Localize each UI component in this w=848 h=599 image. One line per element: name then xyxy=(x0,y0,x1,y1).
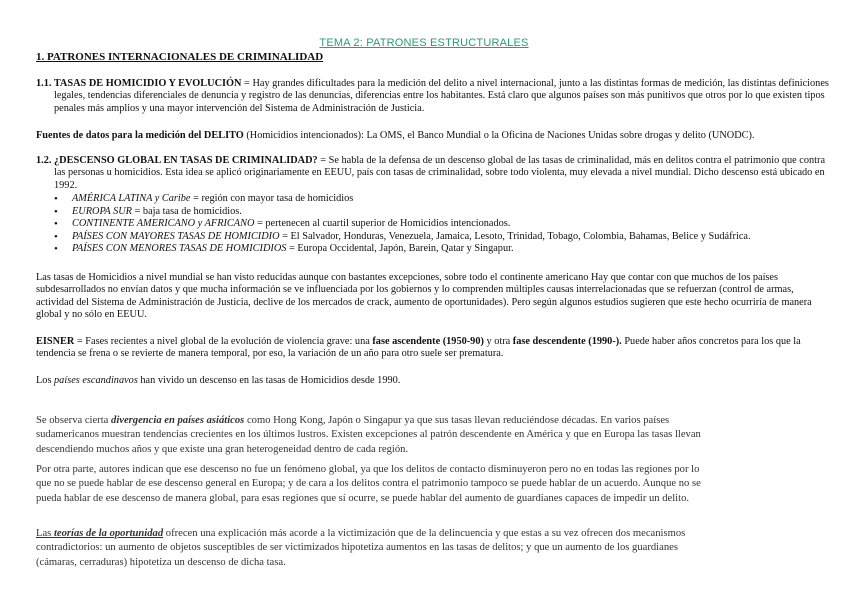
paragraph-1-1-text: = Hay grandes dificultades para la medición del delito a nivel internacional, junto a las distintas formas de medición, las distintas definiciones legales, tendencias diferenciales de denuncia y registro de las denuncias, diferencias entre los habitantes. Está claro que algunos países son más punitivos que otros por lo que existen tipos penales más amplios y una mayor intervención del Sistema de Administración de Justicia. xyxy=(54,78,829,114)
oportunidad-term: teorías de la oportunidad xyxy=(53,527,164,539)
escandinavos-term: países escandinavos xyxy=(54,375,138,386)
fuentes-text: (Homicidios intencionados): La OMS, el Banco Mundial o la Oficina de Naciones Unidas sobre drogas y delito (UNODC). xyxy=(243,130,755,141)
bullet-text: = baja tasa de homicidios. xyxy=(131,205,242,217)
heading-1-1: 1.1. TASAS DE HOMICIDIO Y EVOLUCIÓN xyxy=(36,78,242,89)
bullet-text: = El Salvador, Honduras, Venezuela, Jamaica, Lesoto, Trinidad, Tobago, Colombia, Bahamas, Belice y Sudáfrica. xyxy=(279,230,751,242)
escandinavos-pre: Los xyxy=(36,375,55,386)
paragraph-oportunidad xyxy=(36,527,706,571)
bullet-term: CONTINENTE AMERICANO y AFRICANO xyxy=(72,218,255,230)
asiaticos-term: divergencia en países asiáticos xyxy=(111,414,245,426)
eisner-ascending: fase ascendente (1950-90) xyxy=(372,336,484,347)
bullet-term: AMÉRICA LATINA y Caribe xyxy=(72,193,191,204)
paragraph-1-2-text: = Se habla de la defensa de un descenso global de las tasas de criminalidad, más en delitos contra el patrimonio que contra las personas u homicidios. Esta idea se aplicó originariamente en EEUU, país con tasas de criminalidad, sobre todo violenta, muy elevada a nivel mundial. Dicho descenso está ubicado en 1992. xyxy=(54,155,826,191)
eisner-descending: fase descendente (1990-). xyxy=(512,336,622,347)
paragraph-otra-parte: Por otra parte, autores indican que ese descenso no fue un fenómeno global, ya que los delitos de contacto disminuyeron pero no en todas las regiones por lo que no se puede hablar de ese descenso general en Europa; y de cara a los delitos contra el patrimonio tampoco se puede hablar de un acuerdo. Aunque no se pueda hablar de ese descenso de manera global, para esas regiones que sí ocurre, se puede hablar del aumento de guardianes capaces de impedir un delito. xyxy=(36,463,701,504)
eisner-text-3: Puede haber años concretos para los que la tendencia se frena o se revierte de manera temporal, por eso, la variación de un año para otro suele ser prematura. xyxy=(36,336,801,360)
bullet-text: = pertenecen al cuartil superior de Homicidios intencionados. xyxy=(254,218,511,230)
bullet-term: PAÍSES CON MAYORES TASAS DE HOMICIDIO xyxy=(72,230,280,242)
bullet-text: = región con mayor tasa de homicidios xyxy=(190,193,354,204)
bullet-term: PAÍSES CON MENORES TASAS DE HOMICIDIOS xyxy=(72,243,287,255)
fuentes-label: Fuentes de datos para la medición del DELITO xyxy=(36,130,244,141)
eisner-label: EISNER xyxy=(36,336,75,347)
paragraph-1-1 xyxy=(36,78,830,115)
paragraph-las-tasas: Las tasas de Homicidios a nivel mundial se han visto reducidas aunque con bastantes excepciones, sobre todo el continente americano Hay que contar con que muchos de los países subdesarrollados no envían datos y que mucha información se ve influenciada por los gobiernos y lo comprenden múltiples causas interrelacionadas que se refuerzan (control de armas, actividad del Sistema de Administración de Justicia, declive de los mercados de crack, aumento de oportunidades). Pero según algunos estudios sugieren que este hecho ocurriría de manera global y no sólo en EEUU. xyxy=(36,272,812,321)
eisner-text-2: y otra xyxy=(483,336,513,347)
list-item xyxy=(54,193,814,206)
escandinavos-post: han vivido un descenso en las tasas de Homicidios desde 1990. xyxy=(137,375,401,386)
heading-1-2: 1.2. ¿DESCENSO GLOBAL EN TASAS DE CRIMINALIDAD? xyxy=(36,155,318,166)
list-item xyxy=(54,231,814,244)
document-title: TEMA 2: PATRONES ESTRUCTURALES xyxy=(319,37,529,49)
bullet-list xyxy=(54,193,814,256)
paragraph-eisner xyxy=(36,336,812,361)
list-item xyxy=(54,243,814,256)
oportunidad-post: ofrecen una explicación más acorde a la victimización que de la delincuencia y que estas a su vez ofrecen dos mecanismos contradictorios: un aumento de objetos susceptibles de ser victimizados hipotetiza aumentos en las tasas de delitos; y que un aumento de los guardianes (cámaras, cerraduras) hipotetiza un descenso de dicha tasa. xyxy=(36,527,686,568)
paragraph-1-2 xyxy=(36,155,830,192)
asiaticos-post: como Hong Kong, Japón o Singapur ya que sus tasas llevan reduciéndose décadas. En varios países sudamericanos muestran tendencias crecientes en los últimos lustros. Existen excepciones al patrón descendente en América y que en Europa las tasas llevan descendiendo muchos años y que existe una gran heterogeneidad dentro de cada región. xyxy=(36,414,701,455)
list-item xyxy=(54,206,814,219)
oportunidad-pre: Las xyxy=(36,527,54,539)
bullet-term: EUROPA SUR xyxy=(72,205,132,217)
asiaticos-pre: Se observa cierta xyxy=(36,414,112,426)
bullet-text: = Europa Occidental, Japón, Barein, Qatar y Singapur. xyxy=(286,243,514,255)
paragraph-fuentes xyxy=(36,130,812,142)
eisner-text-1: = Fases recientes a nivel global de la evolución de violencia grave: una xyxy=(74,336,373,347)
paragraph-escandinavos xyxy=(36,375,812,387)
list-item xyxy=(54,218,814,231)
paragraph-asiaticos xyxy=(36,414,706,458)
section-heading-1: 1. PATRONES INTERNACIONALES DE CRIMINALIDAD xyxy=(36,51,324,63)
